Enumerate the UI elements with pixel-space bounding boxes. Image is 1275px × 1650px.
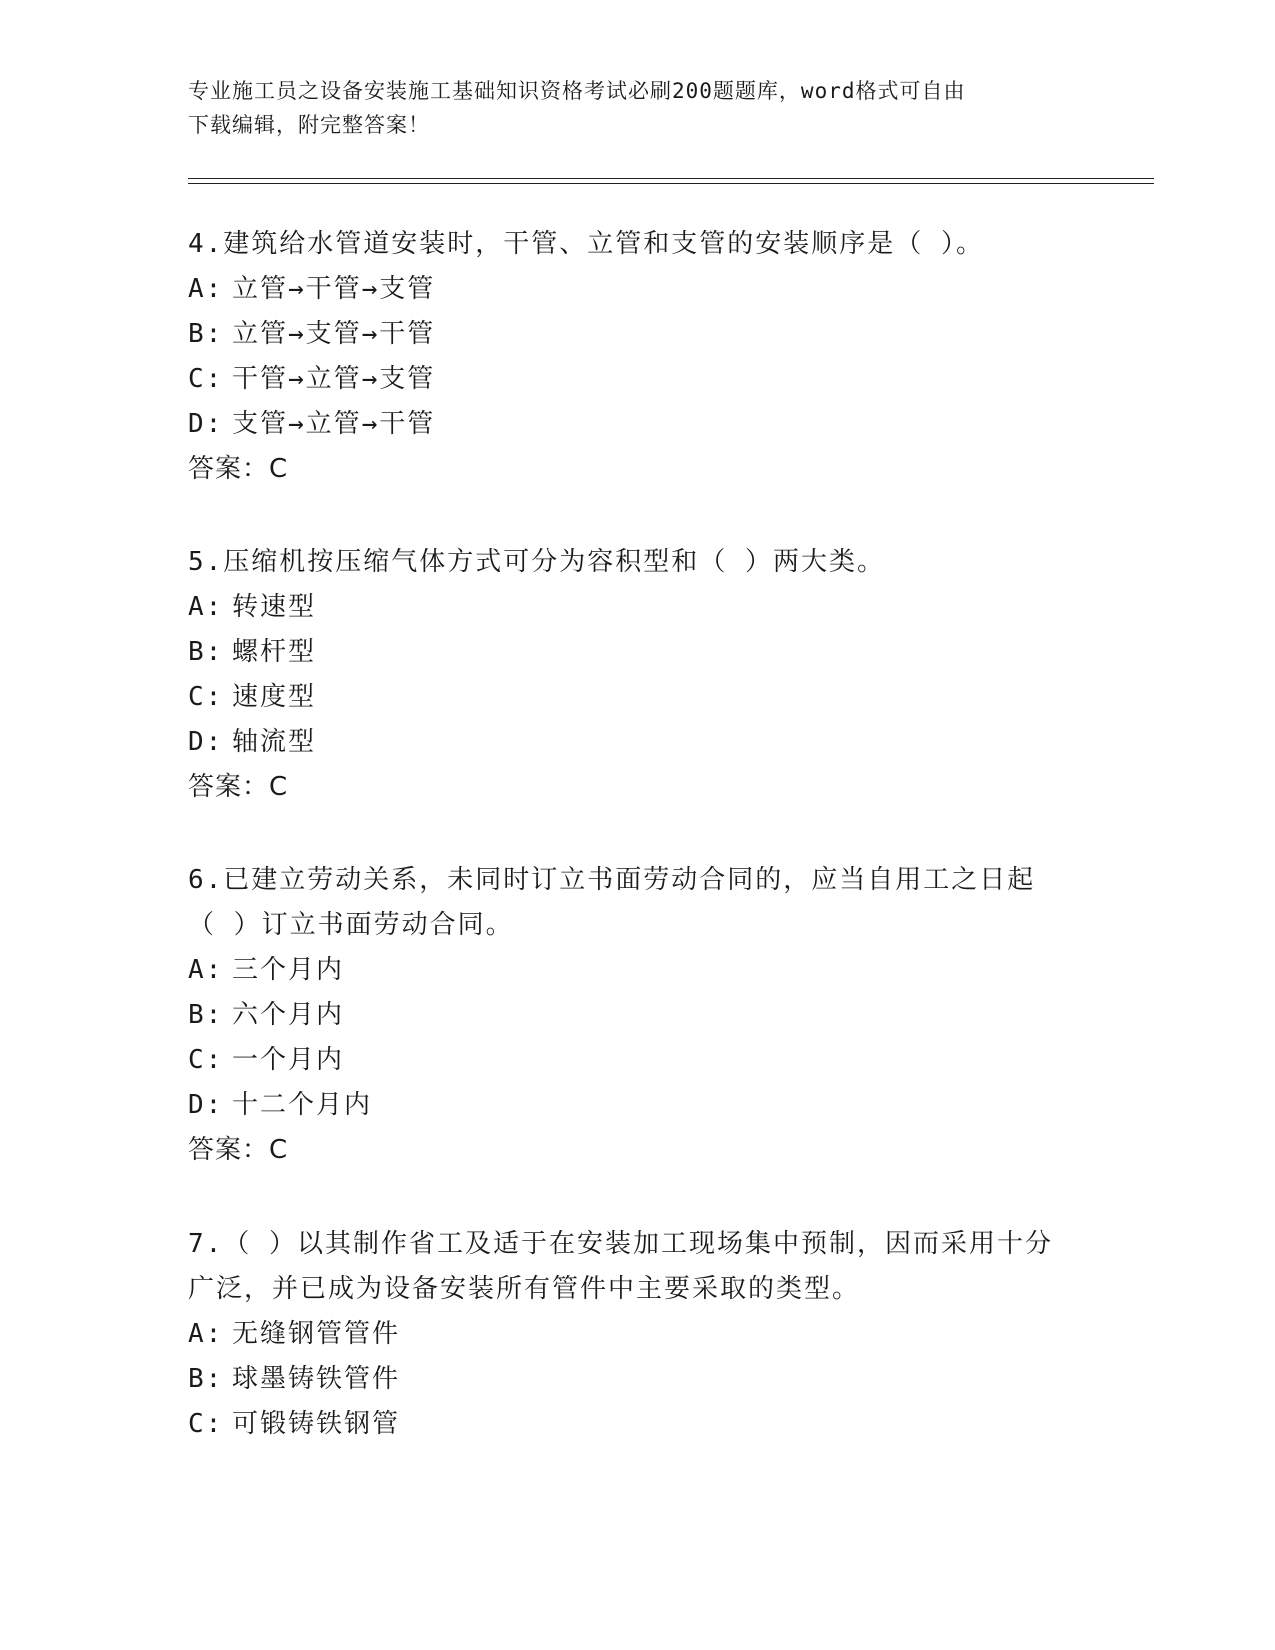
option-letter: D:	[188, 409, 224, 439]
option-text: 一个月内	[232, 1045, 345, 1075]
option-letter: C:	[188, 1045, 224, 1075]
option-letter: A:	[188, 1319, 224, 1349]
option-a	[188, 1312, 1088, 1357]
question-stem: 5.压缩机按压缩气体方式可分为容积型和（ ）两大类。	[188, 547, 885, 577]
option-c	[188, 675, 1088, 720]
option-b	[188, 993, 1088, 1038]
question-stem-continued: 广泛，并已成为设备安装所有管件中主要采取的类型。	[188, 1274, 861, 1304]
answer-line: 答案：C	[188, 1135, 289, 1165]
question-6	[188, 858, 1088, 1173]
question-4	[188, 222, 1088, 492]
option-text: 立管→支管→干管	[232, 319, 436, 349]
option-letter: A:	[188, 274, 224, 304]
option-text: 六个月内	[232, 1000, 345, 1030]
question-stem: 7.（ ）以其制作省工及适于在安装加工现场集中预制，因而采用十分	[188, 1229, 1053, 1259]
question-stem-continued: （ ）订立书面劳动合同。	[188, 910, 514, 940]
header-line-1: 专业施工员之设备安装施工基础知识资格考试必刷200题题库，word格式可自由	[188, 79, 966, 103]
option-letter: B:	[188, 1000, 224, 1030]
answer-line: 答案：C	[188, 772, 289, 802]
option-letter: D:	[188, 1090, 224, 1120]
option-d	[188, 402, 1088, 447]
option-letter: D:	[188, 727, 224, 757]
option-a	[188, 585, 1088, 630]
option-letter: B:	[188, 1364, 224, 1394]
option-d	[188, 1083, 1088, 1128]
option-text: 转速型	[232, 592, 317, 622]
option-c	[188, 1038, 1088, 1083]
option-text: 三个月内	[232, 955, 345, 985]
option-d	[188, 720, 1088, 765]
option-text: 立管→干管→支管	[232, 274, 436, 304]
option-letter: C:	[188, 682, 224, 712]
header-line-2: 下载编辑，附完整答案！	[188, 113, 430, 137]
option-letter: C:	[188, 364, 224, 394]
option-c	[188, 1402, 1088, 1447]
option-letter: B:	[188, 319, 224, 349]
option-text: 轴流型	[232, 727, 317, 757]
answer-line: 答案：C	[188, 454, 289, 484]
option-letter: B:	[188, 637, 224, 667]
option-a	[188, 267, 1088, 312]
question-5	[188, 540, 1088, 810]
option-text: 十二个月内	[232, 1090, 373, 1120]
option-text: 无缝钢管管件	[232, 1319, 401, 1349]
option-b	[188, 1357, 1088, 1402]
question-7	[188, 1222, 1088, 1447]
option-letter: A:	[188, 592, 224, 622]
question-stem: 6.已建立劳动关系，未同时订立书面劳动合同的，应当自用工之日起	[188, 865, 1036, 895]
option-text: 干管→立管→支管	[232, 364, 436, 394]
option-letter: C:	[188, 1409, 224, 1439]
option-b	[188, 312, 1088, 357]
header-divider-bottom	[188, 183, 1154, 184]
option-text: 螺杆型	[232, 637, 317, 667]
question-stem: 4.建筑给水管道安装时，干管、立管和支管的安装顺序是（ ）。	[188, 229, 984, 259]
option-a	[188, 948, 1088, 993]
document-header	[188, 74, 1088, 142]
option-letter: A:	[188, 955, 224, 985]
option-c	[188, 357, 1088, 402]
option-text: 球墨铸铁管件	[232, 1364, 401, 1394]
option-text: 支管→立管→干管	[232, 409, 436, 439]
option-b	[188, 630, 1088, 675]
header-divider-top	[188, 178, 1154, 179]
option-text: 速度型	[232, 682, 317, 712]
option-text: 可锻铸铁钢管	[232, 1409, 401, 1439]
